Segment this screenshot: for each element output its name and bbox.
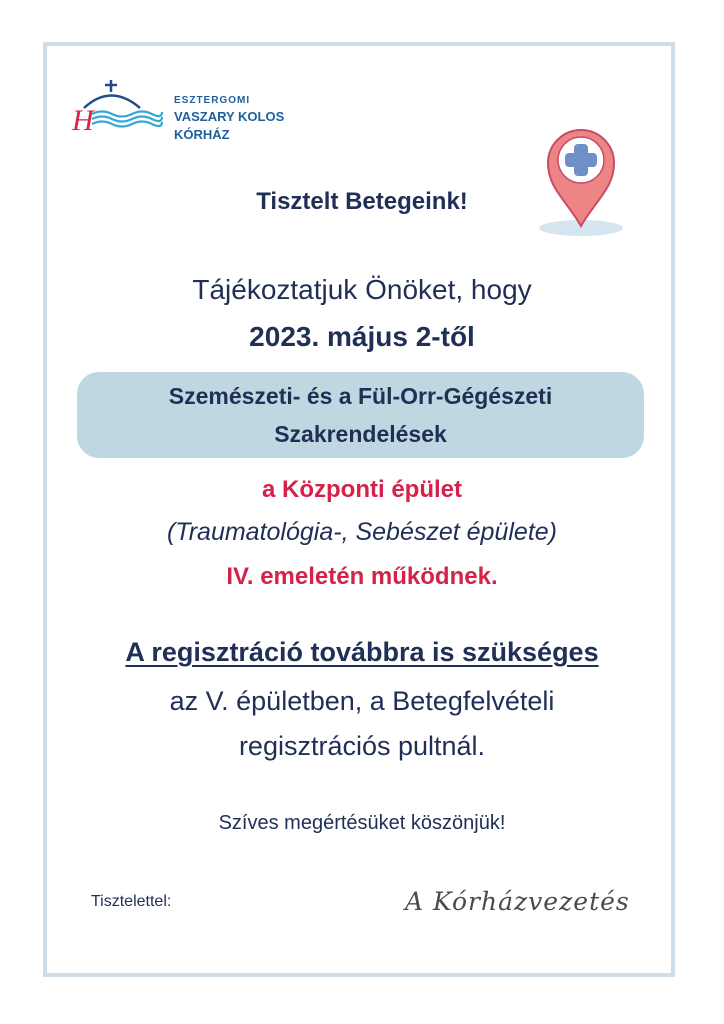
map-pin-medical-cross-icon bbox=[536, 118, 636, 245]
start-date: 2023. május 2-től bbox=[249, 321, 475, 352]
logo-line-1: ESZTERGOMI bbox=[174, 95, 251, 106]
logo-line-3: KÓRHÁZ bbox=[174, 127, 230, 142]
signature: A Kórházvezetés bbox=[405, 887, 630, 916]
greeting: Tisztelt Betegeink! bbox=[256, 188, 468, 215]
intro-text: Tájékoztatjuk Önöket, hogy bbox=[192, 274, 532, 305]
location-line-3: IV. emeletén működnek. bbox=[226, 563, 498, 590]
location-line-1: a Központi épület bbox=[262, 476, 462, 503]
logo-line-2: VASZARY KOLOS bbox=[174, 109, 285, 124]
hospital-ship-logo-icon bbox=[70, 78, 170, 138]
closing-text: Tisztelettel: bbox=[91, 893, 172, 910]
thanks-text: Szíves megértésüket köszönjük! bbox=[218, 812, 506, 834]
highlight-line-1: Szemészeti- és a Fül-Orr-Gégészeti bbox=[168, 383, 553, 409]
svg-text:H: H bbox=[72, 104, 94, 137]
registration-line-2: az V. épületben, a Betegfelvételi bbox=[169, 686, 555, 716]
location-line-2: (Traumatológia-, Sebészet épülete) bbox=[166, 518, 557, 546]
registration-heading: A regisztráció továbbra is szükséges bbox=[125, 637, 599, 667]
hospital-logo bbox=[70, 78, 310, 142]
highlight-line-2: Szakrendelések bbox=[274, 421, 447, 447]
registration-line-3: regisztrációs pultnál. bbox=[238, 731, 486, 761]
